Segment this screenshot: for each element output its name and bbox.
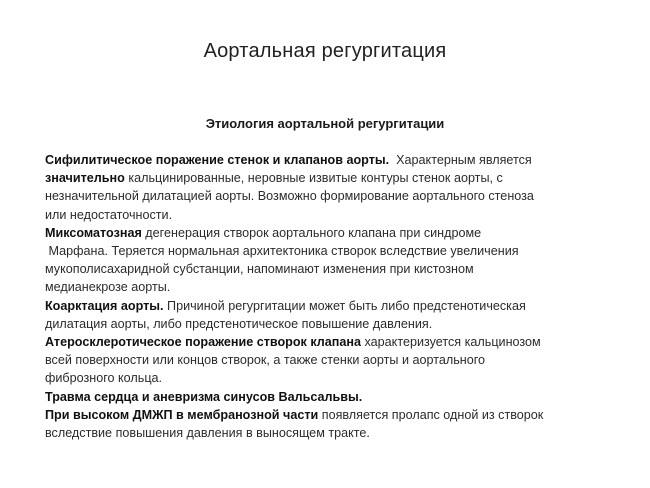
text-line [45,333,615,351]
paragraph-text: появляется пролапс одной из створок [318,407,544,422]
text-line [45,388,615,406]
text-line: медианекрозе аорты. [45,280,171,295]
paragraph-text: кальцинированные, неровные извитые контуры стенок аорты, с [124,171,503,186]
text-line [45,224,615,242]
paragraph-lead: Атеросклеротическое поражение створок клапана [45,335,362,350]
paragraph-trauma [45,388,615,406]
slide-title: Аортальная регургитация [203,40,447,62]
paragraph-atherosclerotic [45,333,615,388]
text-line [45,151,615,169]
paragraph-myxomatous [45,224,615,297]
text-line: всей поверхности или концов створок, а также стенки аорты и аортального [45,353,486,368]
paragraph-text: Причиной регургитации может быть либо предстенотическая [163,298,526,313]
text-line: мукополисахаридной субстанции, напоминают изменения при кистозном [45,262,474,277]
text-line [45,406,615,424]
paragraph-text: характеризуется кальцинозом [361,335,541,350]
paragraph-lead: Миксоматозная [45,225,142,240]
text-line: или недостаточности. [45,207,173,222]
text-line [45,297,615,315]
paragraph-syphilitic [45,151,615,224]
paragraph-vsd [45,406,615,442]
text-line: фиброзного кольца. [45,371,163,386]
text-line: Марфана. Теряется нормальная архитектоника створок вследствие увеличения [45,244,519,259]
paragraph-lead: Коарктация аорты. [45,298,164,313]
text-line [45,169,615,187]
paragraph-lead: Сифилитическое поражение стенок и клапанов аорты. [45,153,390,167]
section-subtitle: Этиология аортальной регургитации [205,116,445,131]
paragraph-coarctation [45,297,615,333]
paragraph-text: Характерным является [389,153,532,167]
paragraph-lead: Травма сердца и аневризма синусов Вальсальвы. [45,389,363,404]
paragraph-lead: При высоком ДМЖП в мембранозной части [45,407,319,422]
slide-body [45,151,615,442]
text-line: дилатация аорты, либо предстенотическое повышение давления. [45,316,433,331]
paragraph-text: дегенерация створок аортального клапана при синдроме [141,225,482,240]
text-line: вследствие повышения давления в выносящем тракте. [45,426,370,441]
paragraph-lead: значительно [45,171,125,186]
text-line: незначительной дилатацией аорты. Возможно формирование аортального стеноза [45,189,534,204]
